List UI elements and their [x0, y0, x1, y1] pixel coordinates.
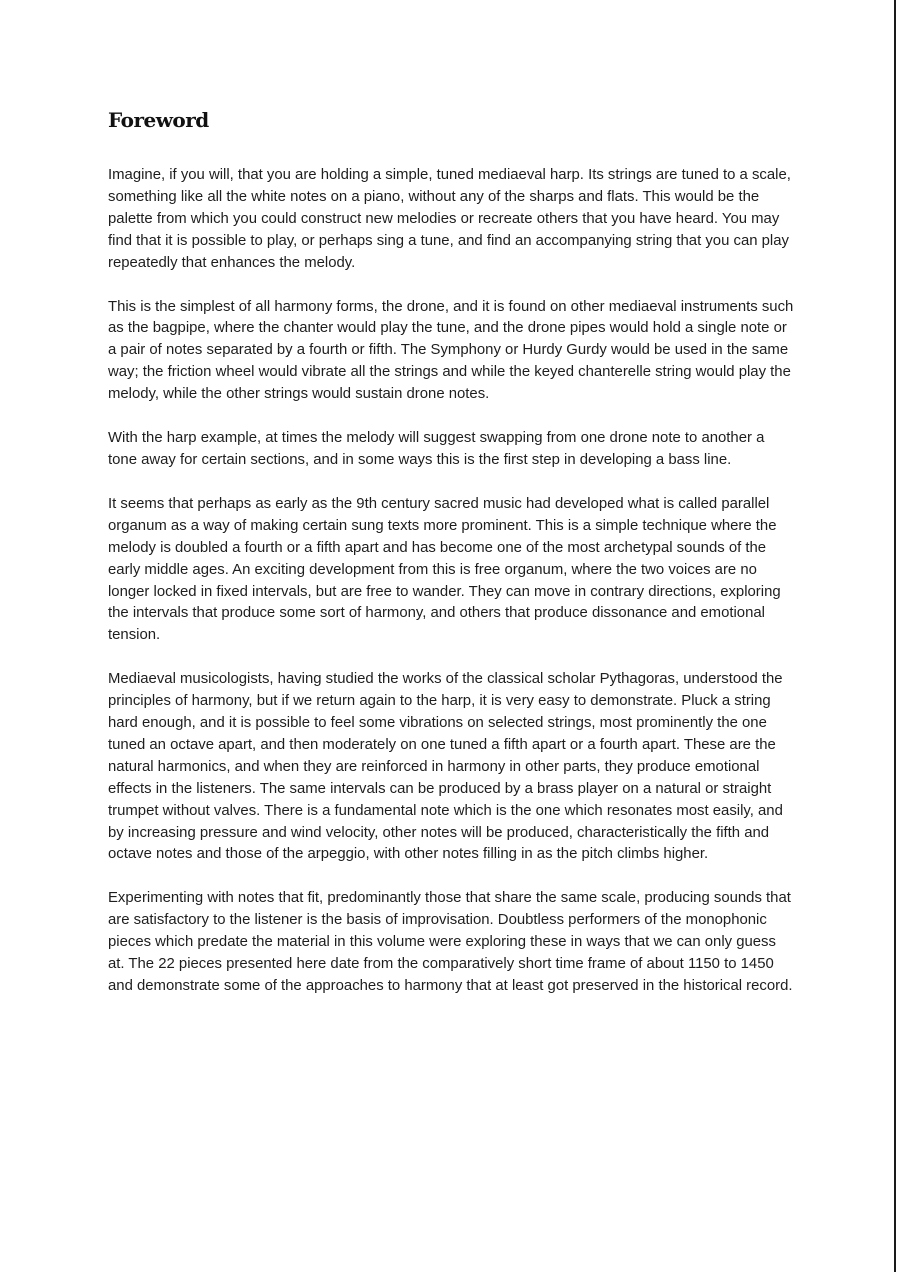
- paragraph-1: Imagine, if you will, that you are holding a simple, tuned mediaeval harp. Its strings are tuned to a scale, something like all the white notes on a piano, without any of the sharps and flats. This would be the palette from which you could construct new melodies or recreate others that you have heard. You may find that it is possible to play, or perhaps sing a tune, and find an accompanying string that you can play repeatedly that enhances the melody.: [108, 167, 791, 271]
- paragraph-5: Mediaeval musicologists, having studied the works of the classical scholar Pythagoras, understood the principles of harmony, but if we return again to the harp, it is very easy to demonstrate. Pluck a string hard enough, and it is possible to feel some vibrations on selected strings, most prominently the one tuned an octave apart, and then moderately on one tuned a fifth apart or a fourth apart. These are the natural harmonics, and when they are reinforced in harmony in other parts, they produce emotional effects in the listeners. The same intervals can be produced by a brass player on a natural or straight trumpet without valves. There is a fundamental note which is the one which resonates most easily, and by increasing pressure and wind velocity, other notes will be produced, characteristically the fifth and octave notes and those of the arpeggio, with other notes filling in as the pitch climbs higher.: [108, 671, 783, 863]
- page-title: Foreword: [108, 108, 209, 132]
- paragraph-4: It seems that perhaps as early as the 9th century sacred music had developed what is called parallel organum as a way of making certain sung texts more prominent. This is a simple technique where the melody is doubled a fourth or a fifth apart and has become one of the most archetypal sounds of the early middle ages. An exciting development from this is free organum, where the two voices are no longer locked in fixed intervals, but are free to wander. They can move in contrary directions, exploring the intervals that produce some sort of harmony, and others that produce dissonance and emotional tension.: [108, 495, 781, 644]
- paragraph-2: This is the simplest of all harmony forms, the drone, and it is found on other mediaeval instruments such as the bagpipe, where the chanter would play the tune, and the drone pipes would hold a single note or a pair of notes separated by a fourth or fifth. The Symphony or Hurdy Gurdy would be used in the same way; the friction wheel would vibrate all the strings and while the keyed chanterelle string would play the melody, while the other strings would sustain drone notes.: [108, 298, 794, 403]
- paragraph-6: Experimenting with notes that fit, predominantly those that share the same scale, producing sounds that are satisfactory to the listener is the basis of improvisation. Doubtless performers of the monophonic pieces which predate the material in this volume were exploring these in ways that we can only guess at. The 22 pieces presented here date from the comparatively short time frame of about 1150 to 1450 and demonstrate some of the approaches to harmony that at least got preserved in the historical record.: [108, 890, 793, 994]
- paragraph-3: With the harp example, at times the melody will suggest swapping from one drone note to another a tone away for certain sections, and in some ways this is the first step in developing a bass line.: [108, 430, 765, 468]
- page-content: [108, 106, 796, 1020]
